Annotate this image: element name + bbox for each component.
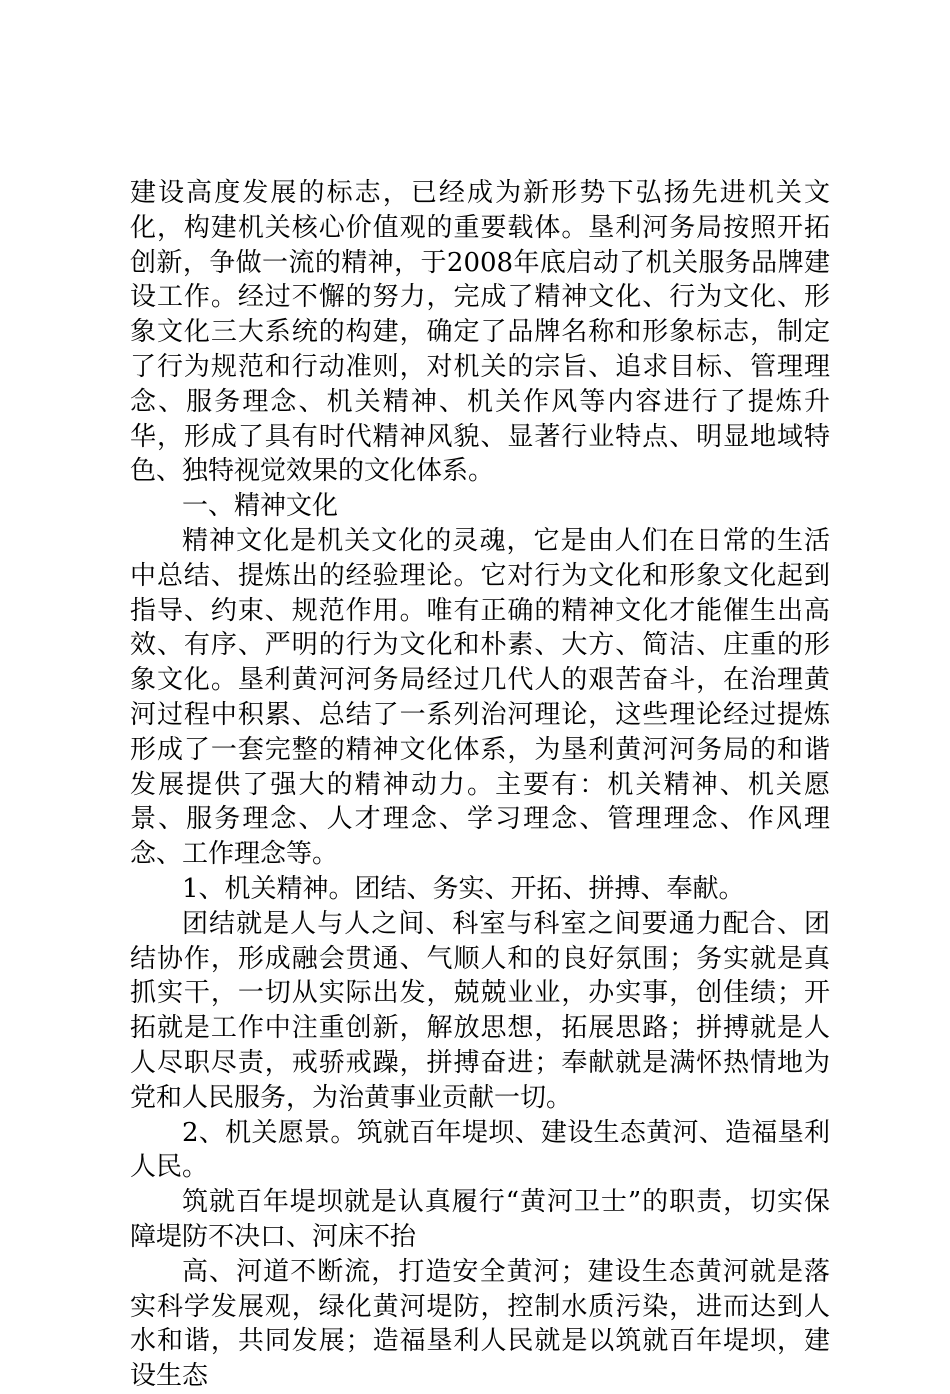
paragraph-vision-part1: 筑就百年堤坝就是认真履行“黄河卫士”的职责，切实保障堤防不决口、河床不抬 (130, 1187, 830, 1252)
document-body (130, 176, 830, 1394)
paragraph-organ-spirit: 团结就是人与人之间、科室与科室之间要通力配合、团结协作，形成融会贯通、气顺人和的良好氛围；务实就是真抓实干，一切从实际出发，兢兢业业，办实事，创佳绩；开拓就是工作中注重创新，解放思想，拓展思路；拼搏就是人人尽职尽责，戒骄戒躁，拼搏奋进；奉献就是满怀热情地为党和人民服务，为治黄事业贡献一切。 (130, 908, 830, 1113)
heading-spirit-culture: 一、精神文化 (182, 491, 339, 522)
item-organ-spirit: 1、机关精神。团结、务实、开拓、拼搏、奉献。 (182, 873, 745, 904)
item-organ-vision: 2、机关愿景。筑就百年堤坝、建设生态黄河、造福垦利人民。 (130, 1117, 830, 1183)
paragraph-spirit-culture: 精神文化是机关文化的灵魂，它是由人们在日常的生活中总结、提炼出的经验理论。它对行为文化和形象文化起到指导、约束、规范作用。唯有正确的精神文化才能催生出高效、有序、严明的行为文化和朴素、大方、简洁、庄重的形象文化。垦利黄河河务局经过几代人的艰苦奋斗，在治理黄河过程中积累、总结了一系列治河理论，这些理论经过提炼形成了一套完整的精神文化体系，为垦利黄河河务局的和谐发展提供了强大的精神动力。主要有：机关精神、机关愿景、服务理念、人才理念、学习理念、管理理念、作风理念、工作理念等。 (130, 525, 830, 870)
paragraph-vision-part2: 高、河道不断流，打造安全黄河；建设生态黄河就是落实科学发展观，绿化黄河堤防，控制水质污染，进而达到人水和谐，共同发展；造福垦利人民就是以筑就百年堤坝，建设生态 (130, 1256, 830, 1392)
paragraph-intro: 建设高度发展的标志，已经成为新形势下弘扬先进机关文化，构建机关核心价值观的重要载体。垦利河务局按照开拓创新，争做一流的精神，于2008年底启动了机关服务品牌建设工作。经过不懈的努力，完成了精神文化、行为文化、形象文化三大系统的构建，确定了品牌名称和形象标志，制定了行为规范和行动准则，对机关的宗旨、追求目标、管理理念、服务理念、机关精神、机关作风等内容进行了提炼升华，形成了具有时代精神风貌、显著行业特点、明显地域特色、独特视觉效果的文化体系。 (130, 178, 830, 487)
